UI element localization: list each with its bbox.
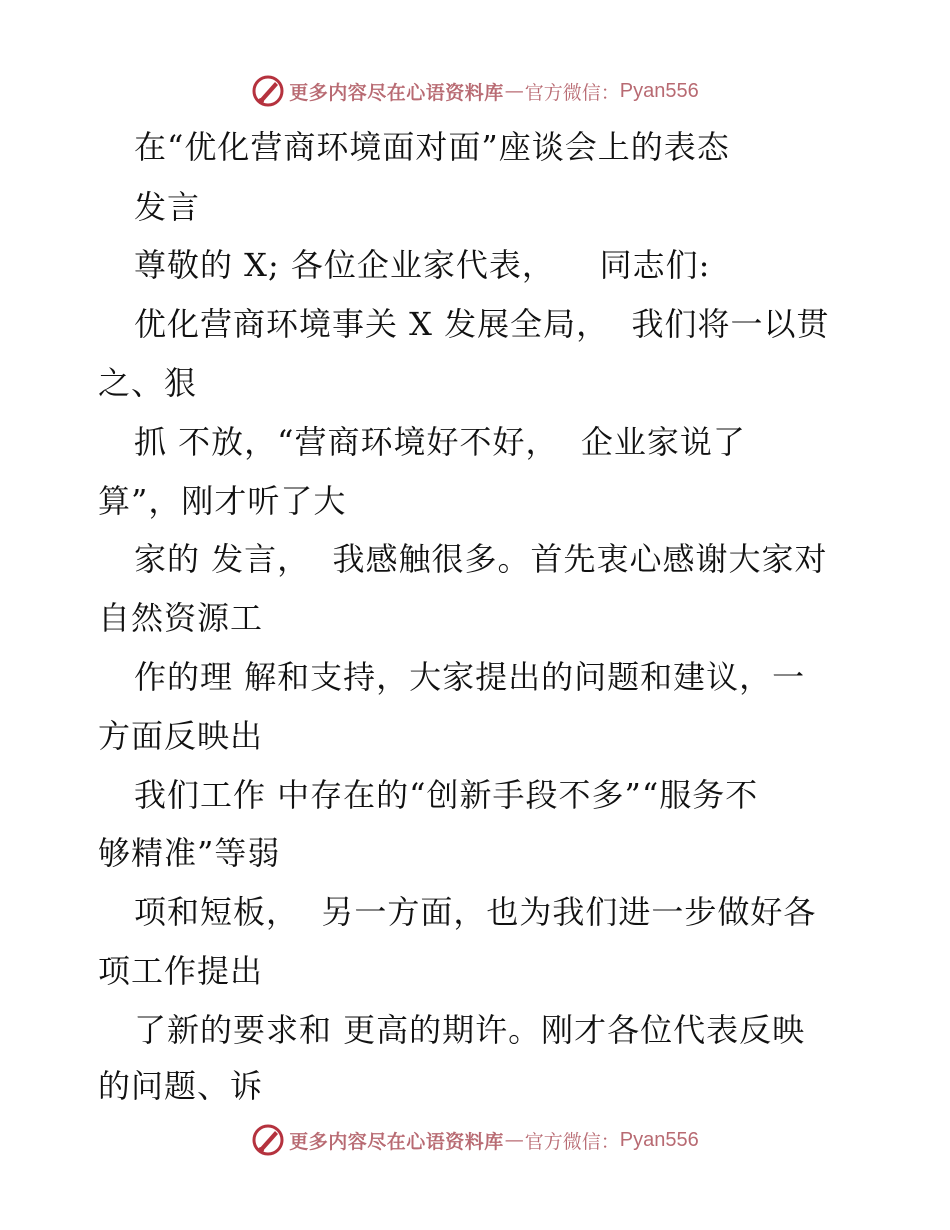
- body-line: 自然资源工: [98, 599, 264, 637]
- body-line: 我们工作 中存在的“创新手段不多”“服务不: [134, 776, 759, 814]
- body-line: 优化营商环境事关 X 发展全局， 我们将一以贯: [134, 305, 830, 343]
- header-separator: —: [504, 80, 524, 102]
- footer-label: 官方微信：: [524, 1130, 620, 1153]
- body-line: 之、狠: [98, 364, 198, 402]
- footer-watermark: [0, 1120, 950, 1160]
- brush-logo-icon: [251, 74, 285, 108]
- header-text: 更多内容尽在心语资料库: [289, 81, 504, 104]
- header-wechat-id: Pyan556: [619, 79, 699, 102]
- body-line: 项和短板， 另一方面，也为我们进一步做好各: [134, 893, 817, 931]
- footer-text: 更多内容尽在心语资料库: [289, 1130, 504, 1153]
- body-line: 项工作提出: [98, 952, 264, 990]
- footer-separator: —: [504, 1129, 524, 1151]
- body-line: 算”，刚才听了大: [98, 482, 347, 520]
- body-line: 尊敬的 X; 各位企业家代表， 同志们:: [134, 246, 711, 284]
- footer-wechat-id: Pyan556: [619, 1128, 699, 1151]
- body-line: 抓 不放，“营商环境好不好， 企业家说了: [134, 423, 746, 461]
- header-watermark: [0, 71, 950, 111]
- body-line: 了新的要求和 更高的期许。刚才各位代表反映: [134, 1011, 806, 1049]
- body-line: 作的理 解和支持，大家提出的问题和建议，一: [134, 658, 806, 696]
- body-line: 的问题、诉: [98, 1067, 264, 1105]
- body-line: 方面反映出: [98, 717, 264, 755]
- header-label: 官方微信：: [524, 81, 620, 104]
- body-line: 发言: [134, 188, 201, 226]
- body-line: 在“优化营商环境面对面”座谈会上的表态: [134, 128, 730, 166]
- body-line: 家的 发言， 我感触很多。首先衷心感谢大家对: [134, 540, 828, 578]
- body-line: 够精准”等弱: [98, 834, 281, 872]
- brush-logo-icon: [251, 1123, 285, 1157]
